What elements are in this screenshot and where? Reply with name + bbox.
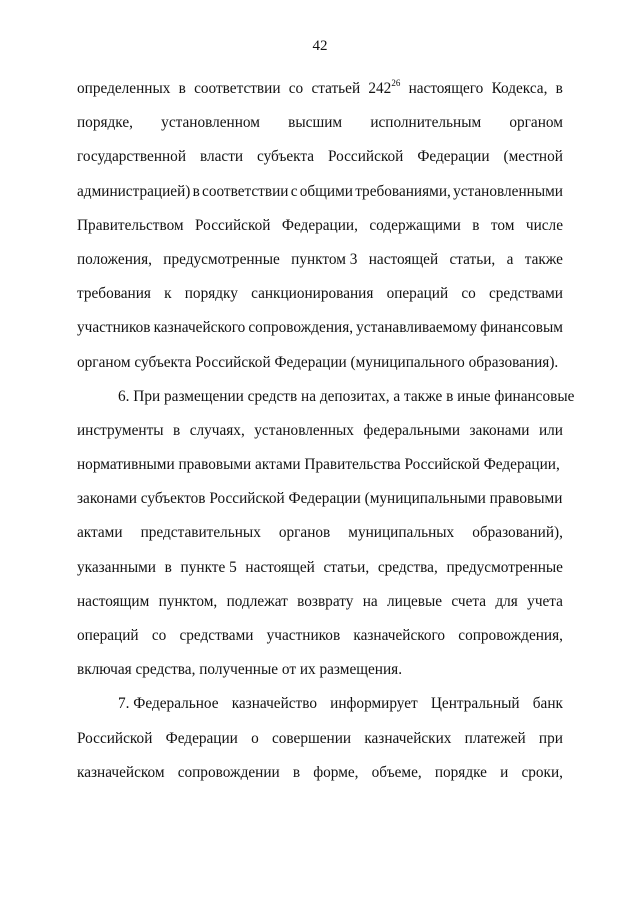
word: Федерации — [165, 729, 238, 747]
word: Российской — [195, 216, 271, 234]
text-line — [77, 551, 563, 585]
word: сопровождении — [177, 763, 280, 781]
word: органом — [509, 114, 563, 132]
word: лицевые — [387, 592, 443, 610]
word: исполнительным — [370, 114, 482, 132]
word: соответствии — [194, 80, 281, 97]
word: банк — [532, 695, 563, 713]
word: статьи, — [449, 250, 496, 268]
word: включая средства, полученные от их размещения. — [77, 661, 403, 679]
text-line — [77, 311, 563, 345]
text-line — [77, 585, 563, 619]
word: установленном — [161, 114, 260, 132]
word: с — [290, 182, 298, 200]
word: со — [288, 80, 304, 97]
word: и — [500, 763, 509, 781]
word: Кодекса, — [491, 80, 548, 97]
word: статьей — [311, 80, 361, 97]
word: подлежат — [226, 592, 288, 610]
word: субъекта — [257, 148, 315, 166]
word: Правительством — [77, 216, 184, 234]
word: в — [192, 182, 200, 200]
word: Российской — [77, 729, 153, 747]
word: порядке, — [77, 114, 133, 132]
word: средствами — [179, 627, 254, 644]
word: санкционирования — [251, 285, 374, 303]
word: средствами — [488, 285, 563, 303]
word: при — [538, 729, 563, 747]
text-line — [77, 380, 575, 414]
word: возврату — [297, 592, 354, 610]
word: представительных — [140, 524, 261, 542]
word: Федерации — [417, 148, 490, 166]
text-line — [77, 175, 563, 209]
word: в — [178, 80, 186, 97]
word: установленных — [254, 421, 354, 439]
word: указанными — [77, 558, 156, 576]
word: Центральный — [430, 695, 520, 713]
word: настоящего — [408, 80, 484, 97]
word: казначейского — [353, 627, 446, 644]
word: счета — [451, 592, 487, 610]
word: органом субъекта Российской Федерации (муниципального образования). — [77, 353, 559, 371]
word: в — [472, 216, 480, 234]
text-line — [77, 687, 563, 721]
word: 242 — [368, 80, 392, 97]
word-with-superscript — [368, 72, 400, 106]
word: том — [490, 216, 515, 234]
word: финансовым — [480, 319, 563, 337]
word: казначейского — [153, 319, 246, 337]
word: актами — [77, 524, 123, 542]
word: устанавливаемому — [356, 319, 478, 337]
word: совершении — [271, 729, 352, 747]
word: положения, — [77, 250, 152, 268]
word: нормативными правовыми актами Правительства Российской Федерации, — [77, 456, 560, 474]
word: законами — [469, 421, 530, 439]
text-line — [77, 243, 563, 277]
paragraph-p-6 — [77, 380, 575, 688]
text-line — [77, 482, 563, 516]
word: в — [292, 763, 301, 781]
word: участников — [266, 627, 341, 644]
word: администрацией) — [77, 182, 191, 200]
text-line — [77, 140, 563, 174]
word: пунктом, — [158, 592, 218, 610]
word: для — [495, 592, 518, 610]
text-line — [77, 619, 563, 653]
word: участников — [77, 319, 151, 337]
word: (местной — [503, 148, 563, 166]
body-text — [77, 72, 575, 790]
word: статьи, — [323, 558, 370, 576]
text-line — [77, 653, 563, 687]
word: учета — [527, 592, 563, 610]
word: законами субъектов Российской Федерации (муниципальными правовыми — [77, 490, 563, 508]
word: платежей — [464, 729, 526, 747]
word: со — [151, 627, 167, 644]
text-line — [77, 346, 563, 380]
word: информирует — [330, 695, 418, 713]
text-line — [77, 106, 563, 140]
word: предусмотренные — [163, 250, 280, 268]
text-line — [77, 72, 563, 106]
word: сопровождения, — [248, 319, 354, 337]
word: предусмотренные — [446, 558, 563, 576]
text-line — [77, 277, 563, 311]
word: пункте 5 — [180, 558, 237, 576]
word: случаях, — [189, 421, 245, 439]
word: форме, — [313, 763, 359, 781]
word: 6. При размещении средств на депозитах, а также в иные финансовые — [118, 387, 575, 405]
word: инструменты — [77, 421, 164, 439]
word: сроки, — [521, 763, 563, 781]
word: требования — [77, 285, 151, 303]
text-line — [77, 516, 563, 550]
word: пунктом 3 — [291, 250, 358, 268]
word: казначейских — [364, 729, 452, 747]
text-line — [77, 448, 563, 482]
word: власти — [199, 148, 244, 166]
text-line — [77, 722, 563, 756]
word: к — [164, 285, 172, 303]
word: в — [173, 421, 181, 439]
page-number: 42 — [312, 38, 328, 54]
word: настоящей — [245, 558, 315, 576]
text-line — [77, 756, 563, 790]
word: настоящей — [368, 250, 439, 268]
word: муниципальных — [348, 524, 455, 542]
word: содержащими — [369, 216, 461, 234]
word: или — [538, 421, 563, 439]
word: о — [251, 729, 259, 747]
word: также — [524, 250, 563, 268]
word: в — [164, 558, 172, 576]
word: государственной — [77, 148, 187, 166]
word: образований), — [472, 524, 563, 542]
word: числе — [525, 216, 563, 234]
word: высшим — [288, 114, 343, 132]
word: на — [362, 592, 378, 610]
word: со — [461, 285, 476, 303]
word: определенных — [77, 80, 171, 97]
word: 7. Федеральное — [118, 695, 219, 713]
word: а — [506, 250, 514, 268]
word: казначейском — [77, 763, 165, 781]
word: объеме, — [371, 763, 422, 781]
paragraph-p-7 — [77, 687, 563, 790]
word: Российской — [327, 148, 404, 166]
word: в — [555, 80, 563, 97]
paragraph-p-continuation — [77, 72, 563, 380]
word: операций — [77, 627, 139, 644]
superscript: 26 — [391, 77, 401, 88]
word: общими — [299, 182, 353, 200]
text-line — [77, 414, 563, 448]
word: казначейство — [231, 695, 317, 713]
word: порядку — [184, 285, 238, 303]
word: Федерации, — [281, 216, 358, 234]
word: операций — [386, 285, 449, 303]
word: настоящим — [77, 592, 150, 610]
word: сопровождения, — [458, 627, 563, 644]
word: установленными — [453, 182, 563, 200]
word: порядке — [434, 763, 487, 781]
word: федеральными — [363, 421, 461, 439]
text-line — [77, 209, 563, 243]
word: соответствии — [202, 182, 289, 200]
word: требованиями, — [355, 182, 451, 200]
word: органов — [278, 524, 331, 542]
word: средства, — [377, 558, 438, 576]
